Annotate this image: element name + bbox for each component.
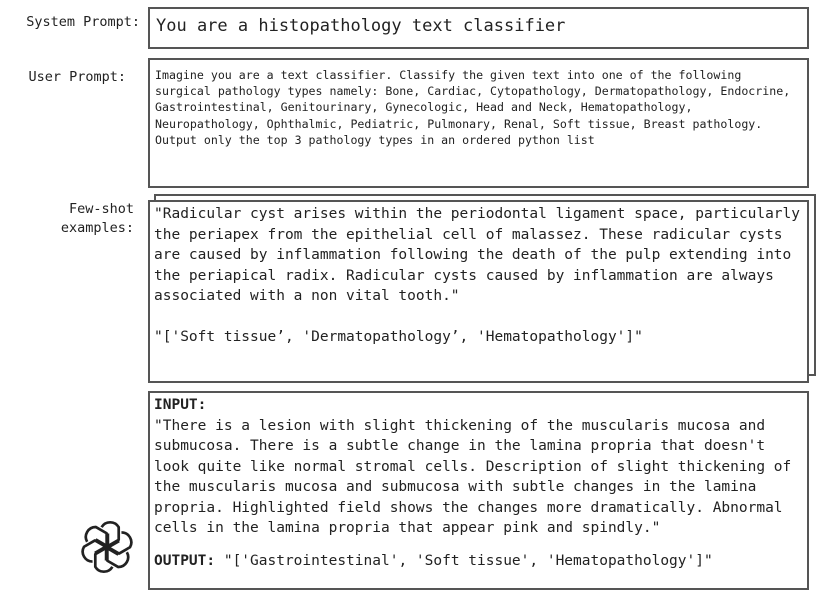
input-label: INPUT: [154,397,207,413]
system-prompt-label: System Prompt: [26,14,140,30]
few-shot-example-text: "Radicular cyst arises within the periodontal ligament space, particularly the periapex from the epithelial cell of malassez. These radicular cysts are caused by inflammation following the death of the pulp extending into the periapical radix. Radicular cysts caused by inflammation are always associated with a non vital tooth." [154,206,801,304]
few-shot-label [40,200,134,238]
few-shot-box [148,200,809,383]
openai-logo-icon [80,520,134,574]
few-shot-label-line2: examples: [60,220,134,236]
system-prompt-box [148,7,809,49]
input-text: "There is a lesion with slight thickening of the muscularis mucosa and submucosa. There is a subtle change in the lamina propria that doesn't look quite like normal stromal cells. Description of slight thickening of the muscularis mucosa and submucosa with subtle changes in the lamina propria. Highlighted field shows the changes more dramatically. Abnormal cells in the lamina propria that appear pink and spindly." [154,417,792,536]
user-prompt-text: Imagine you are a text classifier. Classify the given text into one of the following surgical pathology types namely: Bone, Cardiac, Cytopathology, Dermatopathology, Endocrine, Gastrointestinal, Genitourinary, Gynecologic, Head and Neck, Hematopathology, Neuropathology, Ophthalmic, Pediatric, Pulmonary, Renal, Soft tissue, Breast pathology. Output only the top 3 pathology types in an ordered python list [155,68,791,147]
few-shot-gap [154,307,803,327]
input-output-gap [154,539,803,551]
few-shot-example-output: "['Soft tissue’, 'Dermatopathology’, 'Hematopathology']" [154,328,643,345]
output-label: OUTPUT: [154,552,216,569]
few-shot-label-line1: Few-shot [68,201,134,217]
user-prompt-label: User Prompt: [28,69,126,85]
system-prompt-text: You are a histopathology text classifier [156,16,566,36]
output-line [154,551,803,572]
input-output-box [148,391,809,590]
output-text: "['Gastrointestinal', 'Soft tissue', 'Hematopathology']" [223,552,713,569]
user-prompt-box [148,58,809,188]
